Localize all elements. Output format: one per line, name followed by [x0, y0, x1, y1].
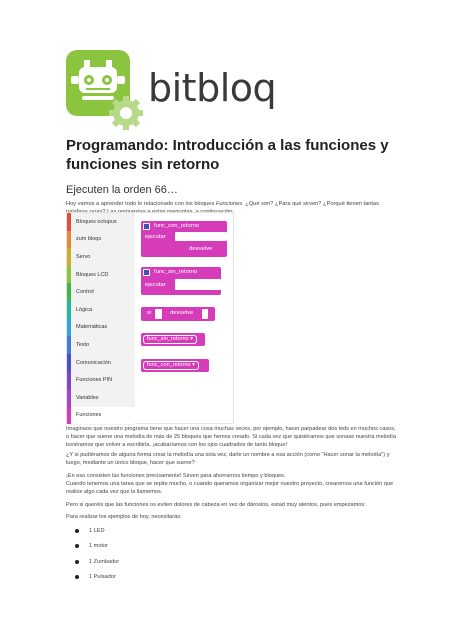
paragraph: ¡En eso consisten las funciones precisamente! Sirven para ahorrarnos tiempo y bloques. — [66, 473, 286, 479]
category-item[interactable]: Variables — [67, 389, 135, 407]
if-return-block[interactable]: si devuelve — [141, 307, 215, 321]
category-item[interactable]: zum bloqs — [67, 231, 135, 249]
paragraph: ¿Y si pudiéramos de alguna forma crear la melodía una sola vez, darle un nombre a esa acción (como "Hacer sonar la melodía") y luego, mediante un único bloque, hacer que suene? — [66, 452, 390, 466]
func-sin-retorno-block[interactable]: func_sin_retorno ejecutar — [141, 267, 221, 295]
intro-paragraph: Hoy vamos a aprender todo lo relacionado con los bloques Funciones. ¿Qué son? ¿Para qué sirven? ¿Porqué tienen tantas — [66, 201, 380, 207]
category-sidebar — [67, 213, 135, 425]
paragraph: Imaginaos que nuestro programa tiene que hacer una cosa muchas veces, por ejemplo, hacer parpadear dos leds en muchos casos, o hacer que suene una melodía de más de 25 bloques que hemos creado. Si cada vez que quisiéramos que sonase nuestra melodía tuviéramos que volver a escribirla, ¡acabaríamos con los ojos cuadrados de tanto bloque! — [66, 426, 396, 448]
category-item[interactable]: Bloques LCD — [67, 266, 135, 284]
materials-list — [75, 528, 119, 590]
category-color-bar — [67, 231, 71, 249]
section-heading: Ejecuten la orden 66… — [66, 184, 178, 196]
call-func-con-retorno-block[interactable] — [141, 359, 209, 372]
category-color-bar — [67, 336, 71, 354]
value-slot — [202, 309, 208, 319]
category-item[interactable]: Control — [67, 283, 135, 301]
category-color-bar — [67, 248, 71, 266]
category-color-bar — [67, 283, 71, 301]
function-hat-icon — [143, 269, 150, 276]
func-con-retorno-block[interactable]: func_con_retorno ejecutar devuelve — [141, 221, 227, 257]
category-item[interactable]: Texto — [67, 336, 135, 354]
category-item[interactable]: Servo — [67, 248, 135, 266]
bitbloq-editor-panel — [66, 212, 234, 424]
category-color-bar — [67, 266, 71, 284]
statement-slot — [175, 232, 227, 241]
paragraph: Pero si queréis que las funciones os eviten dolores de cabeza en vez de dároslos, estad muy atentos, pues empezamos: — [66, 502, 366, 508]
category-item[interactable]: Lógica — [67, 301, 135, 319]
category-item[interactable]: Comunicación — [67, 354, 135, 372]
list-item: 1 motor — [75, 543, 119, 558]
list-item: 1 Pulsador — [75, 574, 119, 589]
category-color-bar — [67, 319, 71, 337]
category-color-bar — [67, 213, 71, 231]
category-color-bar — [67, 407, 71, 425]
function-dropdown[interactable]: func_con_retorno ▾ — [143, 361, 199, 370]
paragraph: Para realizar los ejemplos de hoy, necesitarás: — [66, 514, 182, 520]
category-color-bar — [67, 371, 71, 389]
call-func-sin-retorno-block[interactable] — [141, 333, 205, 346]
category-item[interactable]: Matemáticas — [67, 319, 135, 337]
category-color-bar — [67, 301, 71, 319]
category-item[interactable]: Bloques octopus — [67, 213, 135, 231]
category-item-selected[interactable]: Funciones — [67, 407, 135, 425]
list-item: 1 Zumbador — [75, 559, 119, 574]
list-item: 1 LED — [75, 528, 119, 543]
category-color-bar — [67, 389, 71, 407]
function-hat-icon — [143, 223, 150, 230]
category-item[interactable]: Funciones PIN — [67, 371, 135, 389]
function-dropdown[interactable]: func_sin_retorno ▾ — [143, 335, 197, 344]
category-color-bar — [67, 354, 71, 372]
statement-slot — [175, 279, 221, 290]
brand-name: bitbloq — [148, 66, 277, 110]
bitbloq-logo-icon — [66, 50, 146, 130]
condition-slot — [155, 309, 162, 319]
paragraph: Cuando tenemos una tarea que se repite mucho, o cuando queramos organizar mejor nuestro proyecto, crearemos una función que realice algo cada vez que la llamemos. — [66, 481, 394, 495]
page-title: Programando: Introducción a las funciones y funciones sin retorno — [66, 137, 389, 173]
